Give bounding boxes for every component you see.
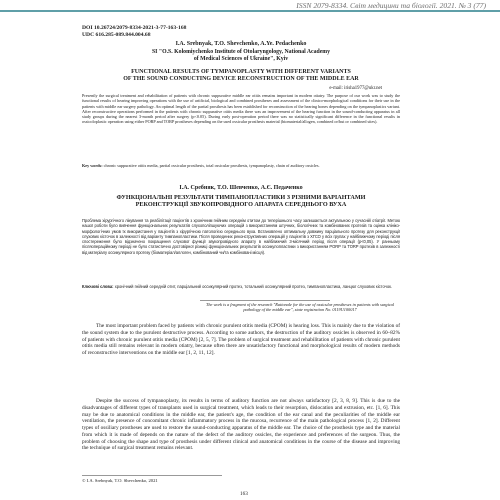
keywords-ua-text: хронічний гнійний середній отит, парціальний оссикулярний протез, тотальний оссикулярний протез, тимпанопластика, ланцюг слухових кісточок. [114,284,393,289]
keywords-en-text: chronic suppurative otitis media, partial ossicular prosthesis, total ossicular prosthesis, tympanoplasty, chain of auditory ossicles. [103,163,320,168]
body-paragraph: Despite the success of tympanoplasty, its results in terms of auditory function are not always satisfactory [2, 3, 8, 9]. This is due to the disadvantages of different types of transplants used in surgical treatment, which leads to their resorption, dislocation and extrusion, etc. [1, 6]. This may be due to anatomical conditions in the middle ear, the patient's age, the condition of the ear canal and the peculiarities of the middle ear ventilation, the presence of concomitant chronic inflammatory process in the mucosa, recurrence of the main pathological process [1, 2]. Different types of ossiliary prostheses are used to restore the sound-conducting apparatus of the middle ear. The choice of the prosthesis type and the material from which it is made of depends on the nature of the defect of the auditory ossicles, the experience and preferences of the surgeon. Thus, the problem of choosing the shape and type of prosthesis under different clinical and anatomical conditions in the course of the disease and improving the technique of surgical treatment remains relevant. [82,398,400,452]
authors-en: I.A. Srebnyak, T.O. Shevchenko, A.Ye. Pedachenko [175,41,307,47]
title-ua [82,194,400,209]
doi: DOI 10.26724/2079-8334-2021-3-77-163-168 [82,25,187,31]
body-paragraph: The most important problem faced by patients with chronic purulent otitis media (CPOM) is hearing loss. This is mainly due to the violation of the sound system due to the purulent destructive process. According to some authors, the destruction of the auditory ossicles is observed in 60–82% of patients with chronic purulent otitis media (CPOM) [2, 5, 7]. The problem of surgical treatment and rehabilitation of patients with chronic purulent otitis media still remains relevant in modern otiatry, because often there are unsatisfactory functional and morphological results of modern methods of reconstructive interventions on the middle ear [1, 2, 11, 12]. [82,323,400,356]
keywords-en [82,163,400,168]
affiliation-line: SI "O.S. Kolomiychenko Institute of Otolaryngology, National Academy [151,49,331,55]
research-footnote: The work is a fragment of the research "Rationale for the use of ossicular prostheses in patients with surgical pathology of the middle ear", state registration No. 0119U100017 [205,302,395,313]
journal-header-text: ISSN 2079-8334. Світ медицини та біології. 2021. № 3 (77) [292,1,486,10]
header-rule [0,10,500,12]
affiliation [82,49,400,63]
title-en-line: FUNCTIONAL RESULTS OF TYMPANOPLASTY WITH DIFFERENT VARIANTS [131,69,351,75]
title-ua-line: РЕКОНСТРУКЦІЇ ЗВУКОПРОВІДНОГО АПАРАТА СЕРЕДНЬОГО ВУХА [135,201,347,209]
page-number: 163 [240,491,248,497]
abstract-en: Presently the surgical treatment and rehabilitation of patients with chronic suppurative middle ear otitis remains important in modern otiatry. The purpose of our work was to study the functional results of hearing improving operations with the use of artificial, biological and combined prostheses and assessment of the clinico-morphological conditions for their use in the patients with middle ear surgery pathology. An optimal length of the partial prosthesis has been established for reconstruction of the hearing bones depending on the tympanoplastics variant. After reconstructive operations performed in the patients with chronic suppurative otitis media there was an improvement of the hearing function in the sound-conducting apparatus in all study groups during the nearest 3-month period after surgery (p<0.05). During early post-operation period there was no statistically significant difference in the functional results in ossicoloplastic operation using either PORP and TORP prostheses depending on the used ossicular prosthesis material (biomaterial/allogen, combined or/but or combined sites). [82,93,400,125]
keywords-en-label: Key words: [82,163,103,168]
title-en [82,69,400,83]
authors-ua: І.А. Сребняк, Т.О. Шевченко, А.Є. Педаченко [179,185,303,191]
keywords-ua-label: Ключові слова: [82,284,114,289]
udc: UDC 616.285-089.844.004.68 [82,32,151,38]
running-header [0,0,500,18]
abstract-ua: Проблема хірургічного лікування та реабілітації пацієнтів з хронічним гнійним середнім отитом до теперішнього часу залишається актуальною у сучасній отіатрії. Метою нашої роботи було вивчення функціональних результатів слухополіпшуючих операцій з використанням штучних, біологічних та комбінованих протезів та оцінка клініко-морфологічних умов їх використання у пацієнтів з хірургічною патологією середнього вуха. Встановлено оптимальну довжину парціального протезу для реконструкції слухових кісточок в залежності від варіанту тимпанопластики. Після проведених реконструктивних операцій у пацієнтів з ХГСО у всіх групах у найближчому періоді після спостереження було відзначено покращення слухової функції звукопровідного апарату в найближчий 3-місячний період після операції (p<0,05). У ранньому післяопераційному періоді не було статистично достовірної різниці функціональних результатів оссикулопластики з використанням PORP та TORP протезів в залежності від матеріалу оссикулярного протезу (біоматеріал/аллоген, комбінований чи/та комбіновані місця). [82,218,400,255]
title-en-line: OF THE SOUND CONDUCTING DEVICE RECONSTRUCTION OF THE MIDDLE EAR [123,76,359,83]
title-ua-line: ФУНКЦІОНАЛЬНІ РЕЗУЛЬТАТИ ТИМПАНОПЛАСТИКИ З РІЗНИМИ ВАРІАНТАМИ [116,194,366,201]
copyright-notice: © I.A. Srebnyak, T.O. Shevchenko, 2021 [82,478,158,483]
copyright-rule [82,475,222,476]
article-identifiers [82,25,186,39]
keywords-ua [82,284,400,289]
affiliation-line: of Medical Sciences of Ukraine", Kyiv [193,56,289,62]
footnote-rule [200,300,330,301]
author-email: e-mail: irisha1977@ukr.net [329,86,382,91]
